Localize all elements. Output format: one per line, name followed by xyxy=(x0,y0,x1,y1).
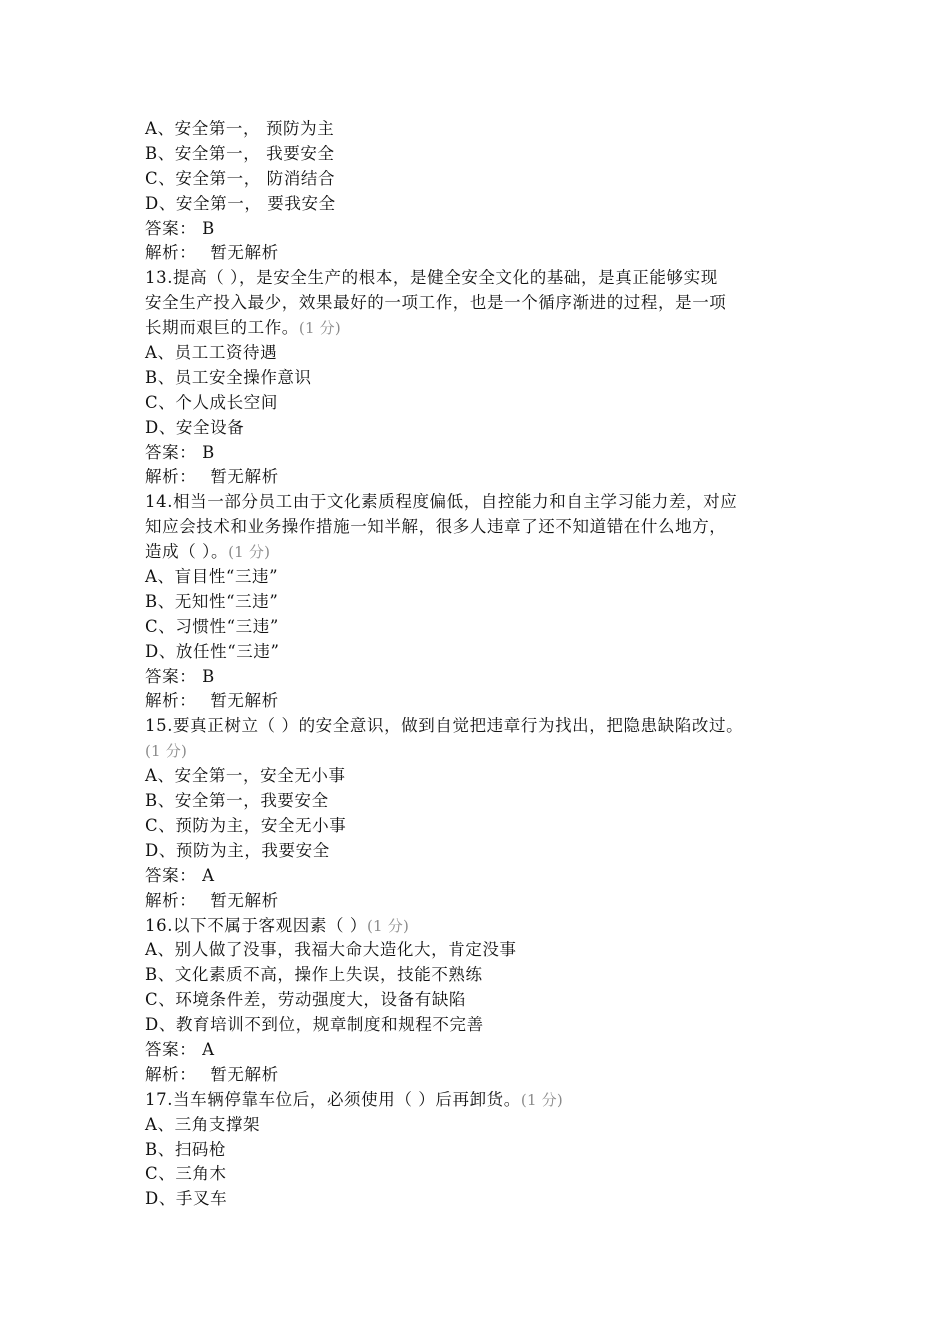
analysis-text: 暂无解析 xyxy=(210,890,279,910)
question-text: 安全生产投入最少，效果最好的一项工作，也是一个循序渐进的过程，是一项 xyxy=(145,293,727,313)
question-text: 知应会技术和业务操作措施一知半解，很多人违章了还不知道错在什么地方， xyxy=(145,517,727,537)
option-c: C、个人成长空间 xyxy=(145,392,278,412)
analysis xyxy=(145,689,815,714)
question-14 xyxy=(145,490,815,714)
option-a: A、三角支撑架 xyxy=(145,1114,261,1134)
score-label: (1 分) xyxy=(367,916,410,935)
question-text: 15.要真正树立（ ）的安全意识，做到自觉把违章行为找出，把隐患缺陷改过。 xyxy=(145,716,744,736)
question-text-last xyxy=(145,914,815,939)
option-c: C、习惯性“三违” xyxy=(145,616,279,636)
score-label: (1 分) xyxy=(228,543,271,562)
analysis-text: 暂无解析 xyxy=(210,467,279,487)
answer: 答案： A xyxy=(145,1039,215,1059)
option-c: C、三角木 xyxy=(145,1164,227,1184)
analysis xyxy=(145,241,815,266)
option-d: D、安全第一， 要我安全 xyxy=(145,193,336,213)
option-b: B、员工安全操作意识 xyxy=(145,367,312,387)
option-a: A、员工工资待遇 xyxy=(145,343,278,363)
option-d: D、教育培训不到位，规章制度和规程不完善 xyxy=(145,1015,484,1035)
option-a: A、安全第一， 预防为主 xyxy=(145,119,335,138)
question-12 xyxy=(145,117,815,266)
question-text: 长期而艰巨的工作。 xyxy=(145,318,299,338)
analysis-label: 解析： xyxy=(145,890,197,910)
question-text: 17.当车辆停靠车位后，必须使用（ ）后再卸货。 xyxy=(145,1089,521,1109)
option-b: B、扫码枪 xyxy=(145,1139,227,1159)
question-text-last xyxy=(145,540,815,565)
option-a: A、别人做了没事，我福大命大造化大，肯定没事 xyxy=(145,940,517,960)
question-17 xyxy=(145,1088,815,1212)
option-a: A、盲目性“三违” xyxy=(145,567,279,587)
analysis-text: 暂无解析 xyxy=(210,243,279,263)
option-c: C、环境条件差，劳动强度大，设备有缺陷 xyxy=(145,990,467,1010)
score-label: (1 分) xyxy=(298,319,341,338)
option-b: B、安全第一，我要安全 xyxy=(145,791,329,811)
option-d: D、放任性“三违” xyxy=(145,641,280,661)
option-b: B、无知性“三违” xyxy=(145,591,279,611)
answer: 答案： B xyxy=(145,442,215,462)
analysis xyxy=(145,1063,815,1088)
question-text: 造成（ ）。 xyxy=(145,542,229,562)
question-text-last xyxy=(145,316,815,341)
analysis-label: 解析： xyxy=(145,691,197,711)
score-label: (1 分) xyxy=(145,742,188,761)
score-label: (1 分) xyxy=(520,1090,563,1109)
question-text: 13.提高（ ），是安全生产的根本，是健全安全文化的基础，是真正能够实现 xyxy=(145,268,718,288)
analysis-text: 暂无解析 xyxy=(210,691,279,711)
question-text-last xyxy=(145,1088,815,1113)
option-b: B、文化素质不高，操作上失误，技能不熟练 xyxy=(145,965,483,985)
question-text: 14.相当一部分员工由于文化素质程度偏低，自控能力和自主学习能力差，对应 xyxy=(145,492,738,512)
option-a: A、安全第一，安全无小事 xyxy=(145,766,346,786)
analysis-label: 解析： xyxy=(145,243,197,263)
option-d: D、安全设备 xyxy=(145,417,245,437)
answer: 答案： B xyxy=(145,666,215,686)
answer: 答案： B xyxy=(145,218,215,238)
analysis xyxy=(145,465,815,490)
option-c: C、预防为主，安全无小事 xyxy=(145,815,347,835)
analysis-text: 暂无解析 xyxy=(210,1064,279,1084)
option-d: D、预防为主，我要安全 xyxy=(145,840,330,860)
option-b: B、安全第一， 我要安全 xyxy=(145,143,335,163)
question-13 xyxy=(145,266,815,490)
analysis xyxy=(145,889,815,914)
option-d: D、手叉车 xyxy=(145,1189,228,1209)
option-c: C、安全第一， 防消结合 xyxy=(145,168,336,188)
answer: 答案： A xyxy=(145,865,215,885)
question-15 xyxy=(145,714,815,913)
score-line xyxy=(145,739,815,764)
analysis-label: 解析： xyxy=(145,1064,197,1084)
analysis-label: 解析： xyxy=(145,467,197,487)
question-16 xyxy=(145,914,815,1088)
question-text: 16.以下不属于客观因素（ ） xyxy=(145,915,367,935)
document-page xyxy=(145,117,815,1212)
